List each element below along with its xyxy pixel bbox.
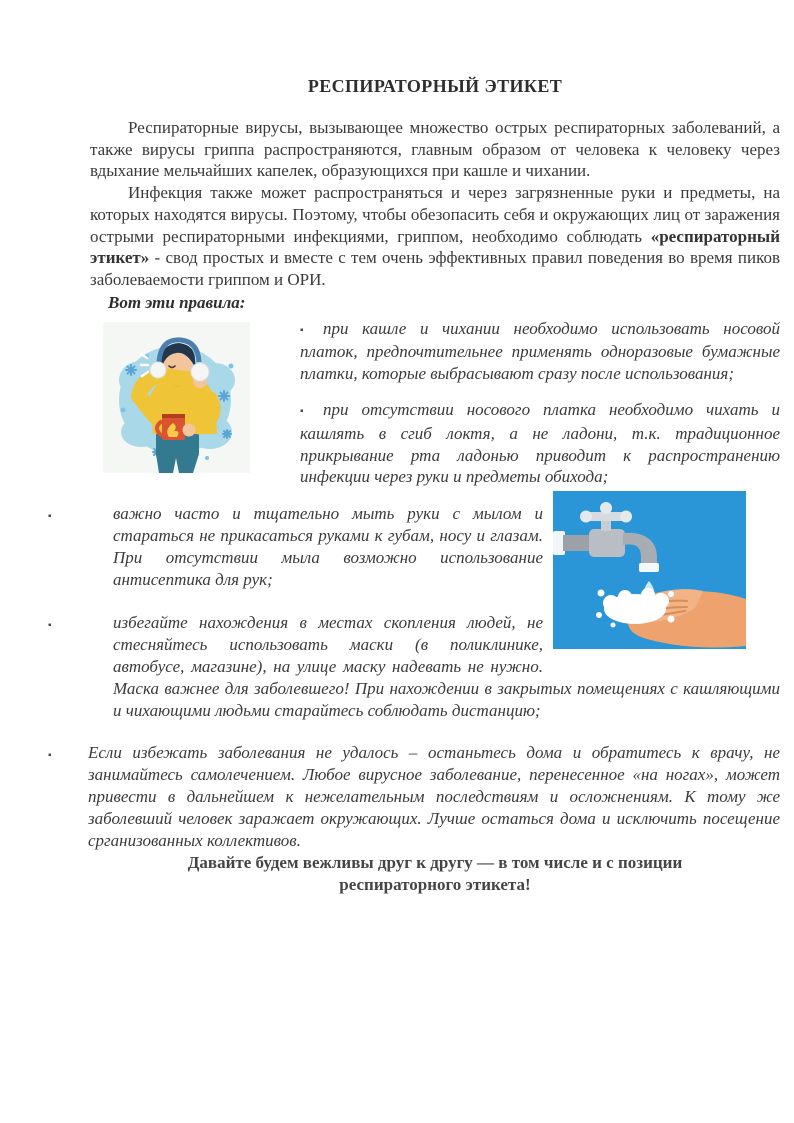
rule-text: Если избежать заболевания не удалось – останьтесь дома и обратитесь к врачу, не занимайтесь самолечением. Любое вирусное заболевание, перенесенное «на ногах», может привести в дальнейшем к нежелательным последствиям и осложнениям. К тому же заболевший человек заражает окружающих. Лучше остаться дома и исключить посещение срганизованных коллективов.	[88, 743, 780, 850]
intro-paragraph-2	[90, 182, 780, 291]
rule-text: при отсутствии носового платка необходимо чихать и кашлять в сгиб локтя, а не ладони, т.к. традиционное прикрывание рта ладонью приводит к распространению инфекции через руки и предметы обихода;	[300, 400, 780, 487]
bullet-marker: ▪	[300, 324, 304, 336]
intro-paragraph-2-end: - свод простых и вместе с тем очень эффективных правил поведения во время пиков заболеваемости гриппом и ОРИ.	[90, 248, 780, 289]
cough-illustration-graphic	[103, 322, 250, 473]
rule-stay-home-if-sick	[48, 742, 780, 851]
bullet-marker: ▪	[48, 750, 52, 762]
bullet-marker: ▪	[48, 620, 52, 632]
rule-wash-hands	[48, 503, 780, 590]
bullet-marker: ▪	[300, 406, 304, 418]
closing-message: Давайте будем вежливы друг к другу — в том числе и с позиции респираторного этикета!	[187, 853, 683, 895]
rule-avoid-crowds-wear-mask	[48, 612, 780, 721]
intro-paragraph-1-text: Респираторные вирусы, вызывающее множество острых респираторных заболеваний, а также вирусы гриппа распространяются, главным образом от человека к человеку через вдыхание мельчайших капелек, образующихся при кашле и чихании.	[90, 118, 780, 181]
rules-heading: Вот эти правила:	[108, 292, 246, 312]
respiratory-etiquette-term: «респираторный этикет»	[90, 226, 780, 268]
intro-paragraph-1	[90, 117, 780, 182]
document-title: РЕСПИРАТОРНЫЙ ЭТИКЕТ	[307, 76, 563, 96]
rule-text: избегайте нахождения в местах скопления людей, не стесняйтесь использовать маски (в поликлинике, автобусе, магазине), на улице маску надевать не нужно. Маска важнее для заболевшего! При нахождении в закрытых помещениях с кашляющими и чихающими людьми старайтесь соблюдать дистанцию;	[113, 613, 780, 720]
cough-into-elbow-illustration	[103, 322, 250, 473]
rules-list	[48, 318, 780, 852]
bullet-marker: ▪	[48, 511, 52, 523]
intro-paragraph-2-start: Инфекция также может распространяться и через загрязненные руки и предметы, на которых находятся вирусы. Поэтому, чтобы обезопасить себя и окружающих лиц от заражения острыми респираторными инфекциями, гриппом, необходимо соблюдать	[90, 183, 780, 246]
rule-text: важно часто и тщательно мыть руки с мылом и стараться не прикасаться руками к губам, носу и глазам. При отсутствии мыла возможно использование антисептика для рук;	[113, 504, 543, 589]
rule-text: при кашле и чихании необходимо использовать носовой платок, предпочтительнее применять одноразовые бумажные платки, которые выбрасывают сразу после использования;	[300, 318, 780, 384]
